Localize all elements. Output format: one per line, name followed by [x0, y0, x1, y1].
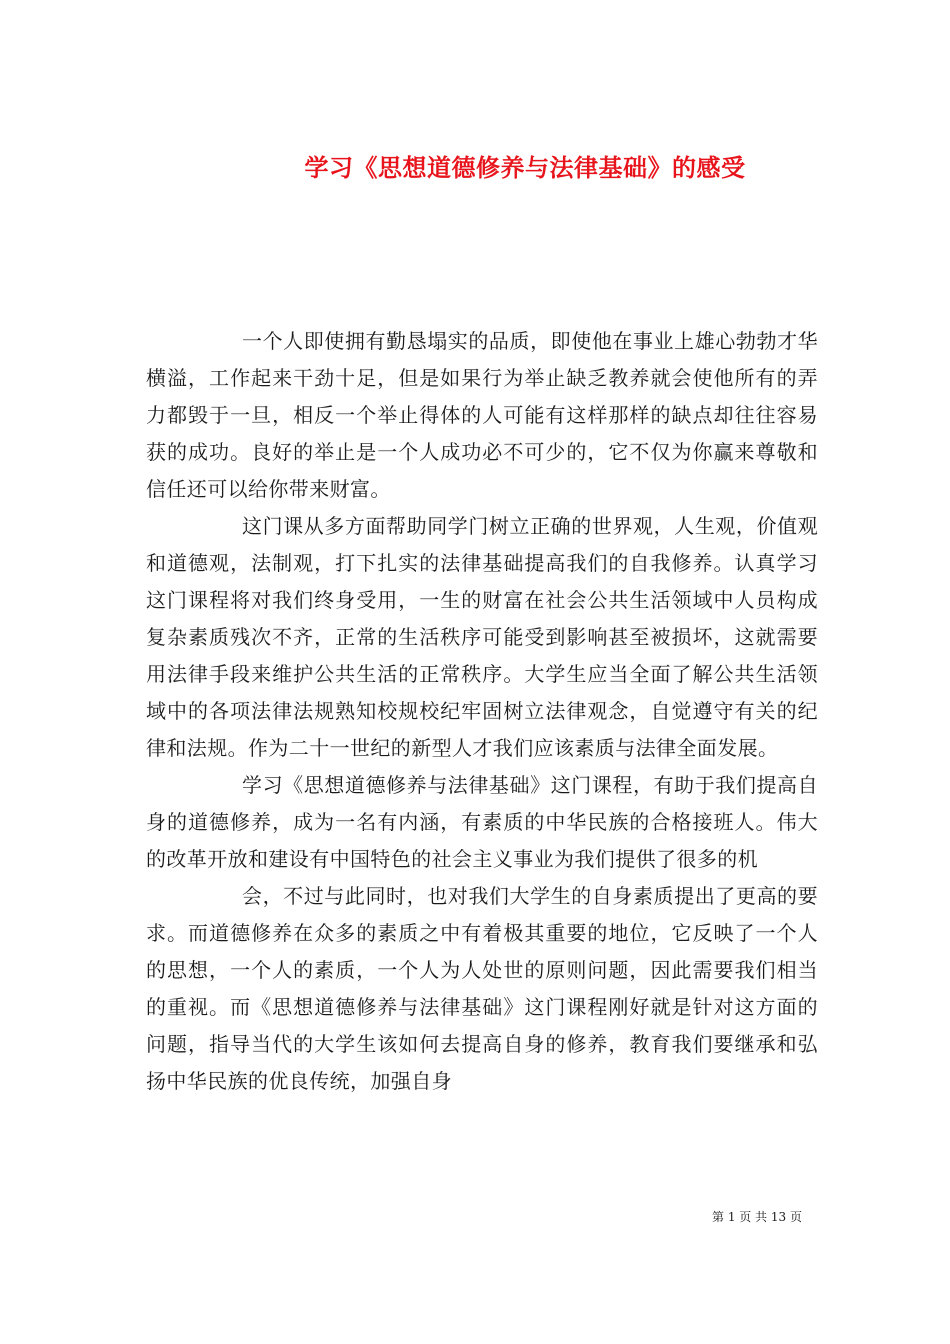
page-number: 第 1 页 共 13 页	[712, 1210, 802, 1224]
document-body	[146, 323, 818, 1100]
paragraph-4: 会，不过与此同时，也对我们大学生的自身素质提出了更高的要求。而道德修养在众多的素质之中有着极其重要的地位，它反映了一个人的思想，一个人的素质，一个人为人处世的原则问题，因此需要我们相当的重视。而《思想道德修养与法律基础》这门课程刚好就是针对这方面的问题，指导当代的大学生该如何去提高自身的修养，教育我们要继承和弘扬中华民族的优良传统，加强自身	[146, 884, 818, 1093]
paragraph-2: 这门课从多方面帮助同学门树立正确的世界观，人生观，价值观和道德观，法制观，打下扎实的法律基础提高我们的自我修养。认真学习这门课程将对我们终身受用，一生的财富在社会公共生活领域中人员构成复杂素质残次不齐，正常的生活秩序可能受到影响甚至被损坏，这就需要用法律手段来维护公共生活的正常秩序。大学生应当全面了解公共生活领域中的各项法律法规熟知校规校纪牢固树立法律观念，自觉遵守有关的纪律和法规。作为二十一世纪的新型人才我们应该素质与法律全面发展。	[146, 514, 818, 760]
paragraph-3: 学习《思想道德修养与法律基础》这门课程，有助于我们提高自身的道德修养，成为一名有内涵，有素质的中华民族的合格接班人。伟大的改革开放和建设有中国特色的社会主义事业为我们提供了很多的机	[146, 773, 818, 871]
document-title: 学习《思想道德修养与法律基础》的感受	[304, 153, 746, 183]
paragraph-1: 一个人即使拥有勤恳塌实的品质，即使他在事业上雄心勃勃才华横溢，工作起来干劲十足，但是如果行为举止缺乏教养就会使他所有的弄力都毁于一旦，相反一个举止得体的人可能有这样那样的缺点却往往容易获的成功。良好的举止是一个人成功必不可少的，它不仅为你赢来尊敬和信任还可以给你带来财富。	[146, 329, 818, 501]
